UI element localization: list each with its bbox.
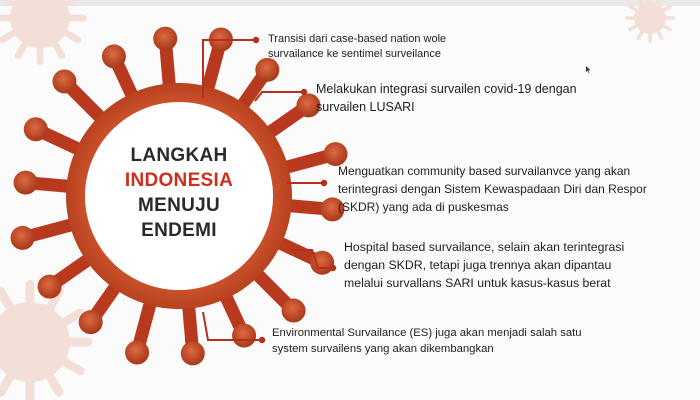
step-5-text [272,325,582,357]
virus-spike-knob [153,27,177,51]
step-4-line-3: melalui survallans SARI untuk kasus-kasus berat [344,276,611,290]
center-title [101,143,257,243]
step-3-line-3: (SKDR) yang ada di puskesmas [338,200,509,214]
step-3-line-2: terintegrasi dengan Sistem Kewaspadaan Diri dan Respor [338,182,647,196]
mouse-cursor-icon [586,66,591,73]
step-3-text [338,162,696,216]
step-3-line-1: Menguatkan community based survailanvce yang akan [338,164,631,178]
connector-dot [301,89,307,95]
step-5-line-2: system survailens yang akan dikembangkan [272,343,494,355]
step-1-line-2: survailance ke sentimel surveilance [268,48,442,60]
step-4-text [344,238,624,292]
center-title-line-3: MENUJU [137,195,221,216]
step-1-line-1: Transisi dari case-based nation wole [268,33,447,45]
virus-spike-knob [79,310,103,334]
virus-spike-knob [125,340,149,364]
step-1-text [268,32,446,62]
step-4-line-1: Hospital based survailance, selain akan terintegrasi [344,240,625,254]
virus-spike-knob [282,299,306,323]
virus-spike-knob [52,69,76,93]
virus-spike-knob [14,171,38,195]
virus-spike-knob [11,226,35,250]
connector-dot [321,180,327,186]
virus-spike-knob [181,341,205,365]
center-title-line-1: LANGKAH [130,145,228,166]
center-title-line-4: ENDEMI [141,220,217,241]
step-2-text [316,80,577,116]
virus-spike-knob [38,275,62,299]
connector-dot [259,337,265,343]
center-title-line-2: INDONESIA [124,170,234,191]
connector-dot [253,37,259,43]
step-2-line-1: Melakukan integrasi survailen covid-19 dengan [316,82,577,96]
virus-spike-knob [24,117,48,141]
step-2-line-2: survailen LUSARI [316,100,415,114]
connector-line [255,92,304,101]
virus-spike-knob [102,44,126,68]
step-5-line-1: Environmental Survailance (ES) juga akan menjadi salah satu [272,327,582,339]
virus-spike-knob [232,324,256,348]
step-4-line-2: dengan SKDR, tetapi juga trennya akan dipantau [344,258,612,272]
connector-dot [330,265,336,271]
